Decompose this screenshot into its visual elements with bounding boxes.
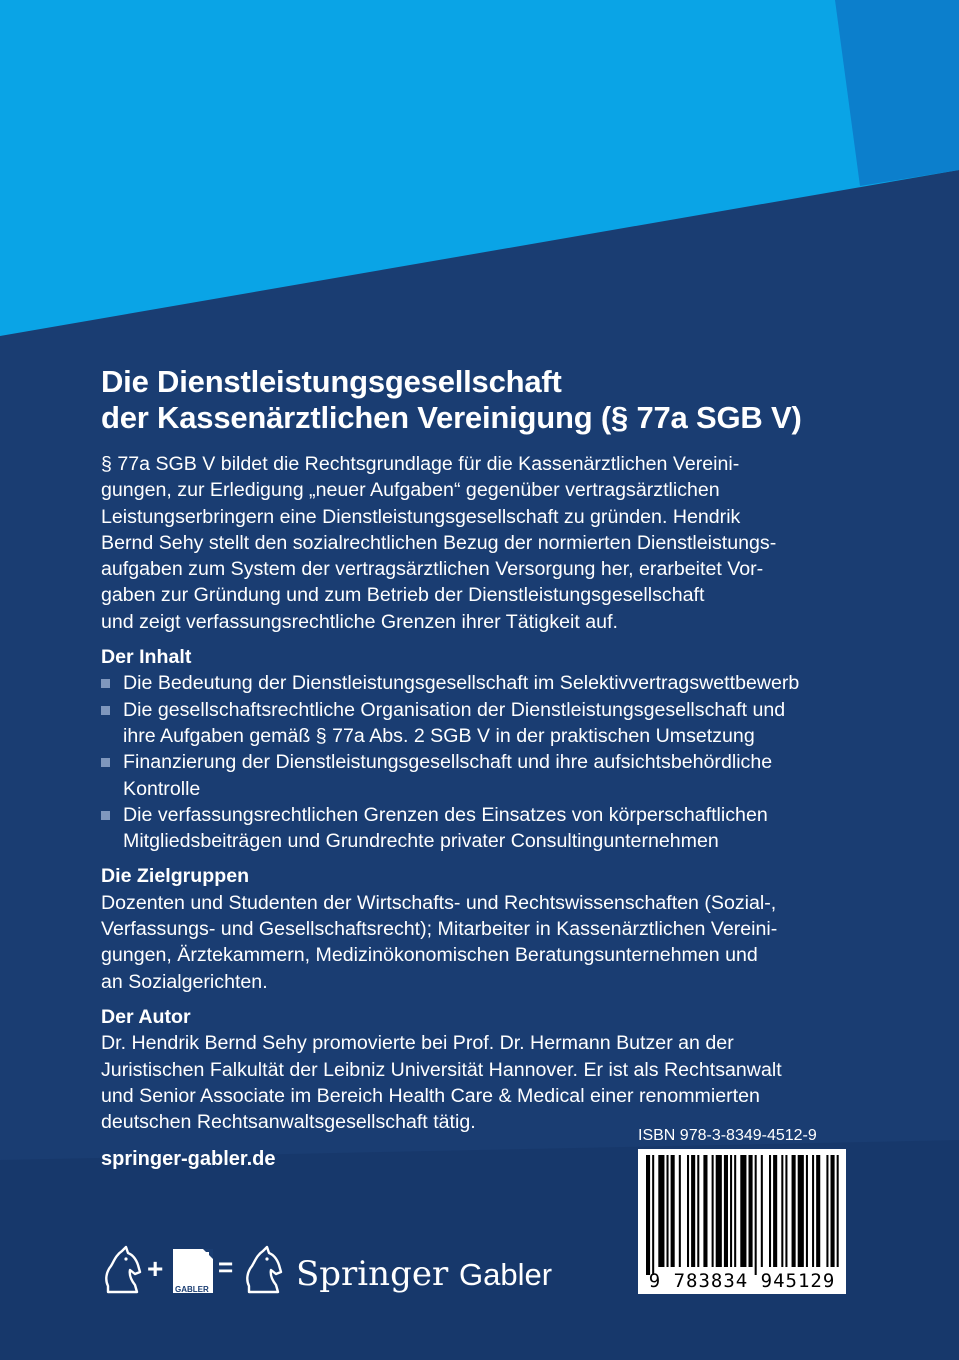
isbn-label: ISBN 978-3-8349-4512-9 xyxy=(638,1127,817,1144)
plus-sign: + xyxy=(147,1253,164,1284)
zielgruppen-heading: Die Zielgruppen xyxy=(101,865,250,888)
intro-paragraph: § 77a SGB V bildet die Rechtsgrundlage für die Kassenärztlichen Vereini- gungen, zur Erledigung „neuer Aufgaben“ gegenüber vertragsärztlichen Leistungserbringern eine Dienstleistungsgesellschaft zu gründen. Hendrik Bernd Sehy stellt den sozialrechtlichen Bezug der normierten Dienstleistungs- aufgaben zum System der vertragsärztlichen Versorgung her, erarbeitet Vor- gaben zur Gründung und zum Betrieb der Dienstleistungsgesellschaft und zeigt verfassungsrechtliche Grenzen ihrer Tätigkeit auf. xyxy=(101,453,777,633)
inhalt-heading: Der Inhalt xyxy=(101,646,192,669)
back-cover-text xyxy=(101,364,891,1135)
springer-gabler-wordmark xyxy=(296,1254,552,1295)
list-item: Finanzierung der Dienstleistungsgesellschaft und ihre aufsichtsbehördliche Kontrolle xyxy=(101,749,913,802)
autor-heading: Der Autor xyxy=(101,1005,191,1028)
brand-gabler: Gabler xyxy=(459,1257,553,1292)
title-line-2: der Kassenärztlichen Vereinigung (§ 77a SGB V) xyxy=(101,400,802,435)
barcode xyxy=(638,1149,846,1294)
brand-springer: Springer xyxy=(296,1254,449,1294)
inhalt-list xyxy=(101,670,891,854)
list-item: Die gesellschaftsrechtliche Organisation der Dienstleistungsgesellschaft und ihre Aufgaben gemäß § 77a Abs. 2 SGB V in der praktischen Umsetzung xyxy=(101,697,913,750)
springer-horse-icon xyxy=(247,1247,281,1292)
publisher-url[interactable]: springer-gabler.de xyxy=(101,1148,276,1170)
autor-paragraph: Dr. Hendrik Bernd Sehy promovierte bei Prof. Dr. Hermann Butzer an der Juristischen Falkultät der Leibniz Universität Hannover. Er ist als Rechtsanwalt und Senior Associate im Bereich Health Care & Medical einer renommierten deutschen Rechtsanwaltsgesellschaft tätig. xyxy=(101,1032,782,1134)
equals-sign: = xyxy=(218,1252,234,1282)
gabler-logo-icon xyxy=(173,1249,213,1294)
springer-horse-icon xyxy=(106,1247,140,1292)
barcode-digits: 9 783834 945129 xyxy=(648,1270,836,1292)
list-item: Die verfassungsrechtlichen Grenzen des Einsatzes von körperschaftlichen Mitgliedsbeiträgen und Grundrechte privater Consultingunternehmen xyxy=(101,802,913,855)
gabler-small-label: GABLER xyxy=(175,1285,209,1294)
book-title xyxy=(101,364,891,436)
title-line-1: Die Dienstleistungsgesellschaft xyxy=(101,364,562,399)
zielgruppen-paragraph: Dozenten und Studenten der Wirtschafts- und Rechtswissenschaften (Sozial-, Verfassungs- und Gesellschaftsrecht); Mitarbeiter in Kassenärztlichen Vereini- gungen, Ärztekammern, Medizinökonomischen Beratungsunternehmen und an Sozialgerichten. xyxy=(101,891,778,993)
list-item: Die Bedeutung der Dienstleistungsgesellschaft im Selektivvertragswettbewerb xyxy=(101,670,913,696)
